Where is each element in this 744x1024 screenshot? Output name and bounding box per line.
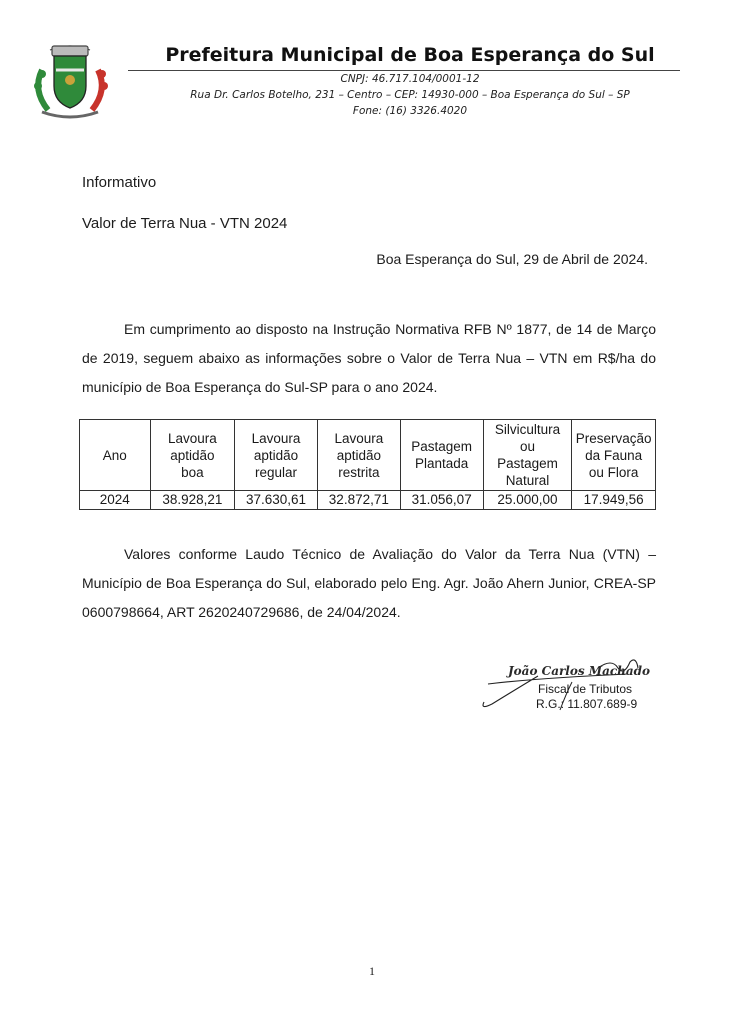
header-cell-label: Pastagem Plantada — [411, 439, 473, 471]
cell-pastagem-plantada: 31.056,07 — [400, 491, 483, 510]
cell-ano: 2024 — [80, 491, 151, 510]
header-cell-label: Lavoura aptidão restrita — [334, 430, 384, 480]
header-address: Rua Dr. Carlos Botelho, 231 – Centro – CEP: 14930-000 – Boa Esperança do Sul – SP — [190, 89, 630, 101]
cell-lavoura-restrita: 32.872,71 — [317, 491, 400, 510]
cell-preservacao: 17.949,56 — [572, 491, 656, 510]
header-divider — [128, 70, 680, 71]
document-dateline: Boa Esperança do Sul, 29 de Abril de 2024. — [376, 251, 648, 267]
cell-silvicultura: 25.000,00 — [483, 491, 572, 510]
document-heading: Informativo — [82, 174, 157, 191]
header-cell-label: Ano — [102, 447, 127, 463]
signature-name: João Carlos Machado — [508, 664, 651, 678]
coat-of-arms-icon — [22, 40, 118, 122]
header-cell-silvicultura — [483, 420, 572, 491]
header-phone: Fone: (16) 3326.4020 — [352, 105, 468, 117]
table-row — [80, 491, 656, 510]
header-cell-ano — [80, 420, 151, 491]
signature-rg: R.G.: 11.807.689-9 — [536, 697, 638, 711]
municipality-title: Prefeitura Municipal de Boa Esperança do Sul — [165, 44, 655, 66]
header-cell-pastagem-plantada — [400, 420, 483, 491]
header-cnpj: CNPJ: 46.717.104/0001-12 — [340, 73, 480, 85]
cell-lavoura-regular: 37.630,61 — [235, 491, 318, 510]
header-cell-label: Lavoura aptidão regular — [251, 430, 301, 480]
vtn-table — [79, 419, 656, 510]
header-cell-lavoura-boa — [150, 420, 235, 491]
header-cell-label: Silvicultura ou Pastagem Natural — [494, 422, 561, 488]
table-header-row — [80, 420, 656, 491]
signature-role: Fiscal de Tributos — [538, 682, 633, 696]
header-cell-lavoura-regular — [235, 420, 318, 491]
page-number: 1 — [369, 964, 375, 978]
paragraph-laudo: Valores conforme Laudo Técnico de Avaliação do Valor da Terra Nua (VTN) – Município de Boa Esperança do Sul, elaborado pelo Eng. Agr. João Ahern Junior, CREA-SP 0600798664, ART 2620240729686, de 24/04/2024. — [82, 546, 656, 620]
header-cell-lavoura-restrita — [317, 420, 400, 491]
cell-lavoura-boa: 38.928,21 — [150, 491, 235, 510]
header-cell-preservacao — [572, 420, 656, 491]
document-subject: Valor de Terra Nua - VTN 2024 — [82, 215, 288, 232]
paragraph-intro: Em cumprimento ao disposto na Instrução Normativa RFB Nº 1877, de 14 de Março de 2019, seguem abaixo as informações sobre o Valor de Terra Nua – VTN em R$/ha do município de Boa Esperança do Sul-SP para o ano 2024. — [82, 321, 656, 395]
header-cell-label: Lavoura aptidão boa — [167, 430, 217, 480]
header-cell-label: Preservação da Fauna ou Flora — [575, 430, 652, 480]
